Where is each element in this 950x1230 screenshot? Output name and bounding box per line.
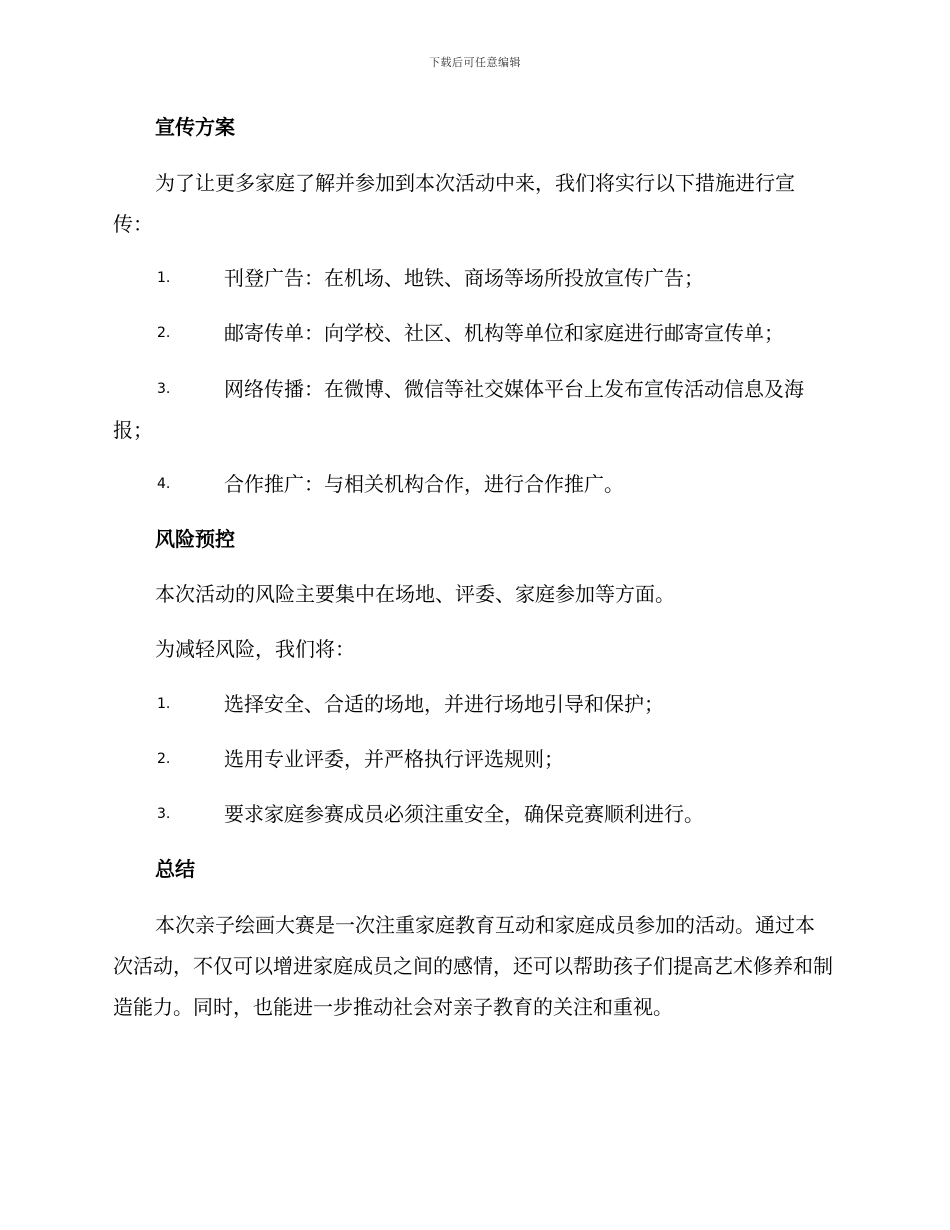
list-number: 1. bbox=[157, 696, 171, 712]
publicity-intro: 为了让更多家庭了解并参加到本次活动中来，我们将实行以下措施进行宣传： bbox=[113, 171, 795, 236]
risk-intro: 本次活动的风险主要集中在场地、评委、家庭参加等方面。 bbox=[155, 582, 675, 606]
summary-paragraph: 本次亲子绘画大赛是一次注重家庭教育互动和家庭成员参加的活动。通过本次活动，不仅可以增进家庭成员之间的感情，还可以帮助孩子们提高艺术修养和制造能力。同时，也能进一步推动社会对亲子教育的关注和重视。 bbox=[113, 913, 833, 1019]
list-number: 2. bbox=[157, 751, 171, 767]
risk-intro-2: 为减轻风险，我们将： bbox=[155, 637, 355, 661]
list-item bbox=[113, 685, 833, 723]
list-item bbox=[113, 259, 833, 297]
list-number: 2. bbox=[157, 325, 171, 341]
list-text: 网络传播：在微博、微信等社交媒体平台上发布宣传活动信息及海报； bbox=[113, 377, 804, 442]
list-text: 选用专业评委，并严格执行评选规则； bbox=[224, 747, 564, 771]
list-number: 1. bbox=[157, 270, 171, 286]
list-item bbox=[113, 369, 833, 451]
list-text: 要求家庭参赛成员必须注重安全，确保竞赛顺利进行。 bbox=[224, 802, 704, 826]
list-item bbox=[113, 795, 833, 833]
list-item bbox=[113, 740, 833, 778]
list-text: 邮寄传单：向学校、社区、机构等单位和家庭进行邮寄宣传单； bbox=[224, 321, 784, 345]
section-heading-summary: 总结 bbox=[155, 857, 195, 881]
document-body bbox=[113, 108, 833, 1042]
list-text: 刊登广告：在机场、地铁、商场等场所投放宣传广告； bbox=[224, 266, 704, 290]
list-text: 合作推广：与相关机构合作，进行合作推广。 bbox=[224, 472, 624, 496]
list-number: 4. bbox=[157, 476, 171, 492]
header-note: 下载后可任意编辑 bbox=[429, 56, 521, 69]
list-number: 3. bbox=[157, 806, 171, 822]
list-text: 选择安全、合适的场地，并进行场地引导和保护； bbox=[224, 692, 664, 716]
list-number: 3. bbox=[157, 381, 171, 397]
section-heading-risk: 风险预控 bbox=[155, 527, 235, 551]
section-heading-publicity: 宣传方案 bbox=[155, 115, 235, 139]
list-item bbox=[113, 465, 833, 503]
list-item bbox=[113, 314, 833, 352]
